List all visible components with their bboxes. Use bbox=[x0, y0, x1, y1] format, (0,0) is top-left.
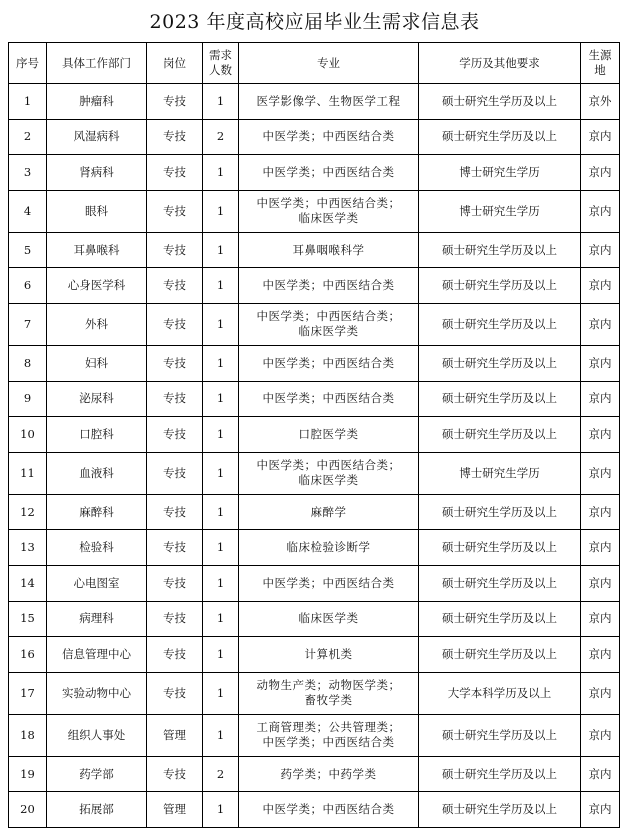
row-pos: 专技 bbox=[147, 303, 203, 345]
table-row bbox=[9, 530, 620, 566]
row-src: 京内 bbox=[581, 268, 620, 304]
row-no: 11 bbox=[9, 452, 47, 494]
table-row bbox=[9, 494, 620, 530]
major-line: 中医学类；中西医结合类 bbox=[262, 802, 395, 817]
major-line: 中医学类；中西医结合类 bbox=[262, 575, 395, 590]
row-no: 4 bbox=[9, 190, 47, 232]
row-no: 20 bbox=[9, 792, 47, 828]
row-dept: 眼科 bbox=[47, 190, 147, 232]
row-edu: 硕士研究生学历及以上 bbox=[419, 381, 581, 417]
row-edu: 硕士研究生学历及以上 bbox=[419, 84, 581, 120]
row-edu: 硕士研究生学历及以上 bbox=[419, 714, 581, 756]
row-src: 京内 bbox=[581, 756, 620, 792]
row-src: 京内 bbox=[581, 494, 620, 530]
row-num: 1 bbox=[203, 417, 239, 453]
row-num: 1 bbox=[203, 452, 239, 494]
header-pos: 岗位 bbox=[147, 43, 203, 84]
row-pos: 专技 bbox=[147, 494, 203, 530]
row-no: 5 bbox=[9, 232, 47, 268]
row-pos: 专技 bbox=[147, 601, 203, 637]
table-row bbox=[9, 232, 620, 268]
row-src: 京内 bbox=[581, 417, 620, 453]
row-src: 京内 bbox=[581, 792, 620, 828]
row-pos: 专技 bbox=[147, 119, 203, 155]
row-num: 1 bbox=[203, 232, 239, 268]
row-num: 1 bbox=[203, 345, 239, 381]
row-edu: 硕士研究生学历及以上 bbox=[419, 268, 581, 304]
row-dept: 检验科 bbox=[47, 530, 147, 566]
row-num: 1 bbox=[203, 672, 239, 714]
row-no: 12 bbox=[9, 494, 47, 530]
row-dept: 信息管理中心 bbox=[47, 637, 147, 673]
table-header-row bbox=[9, 43, 620, 84]
row-no: 19 bbox=[9, 756, 47, 792]
row-src: 京内 bbox=[581, 452, 620, 494]
row-dept: 肿瘤科 bbox=[47, 84, 147, 120]
row-major bbox=[239, 637, 419, 673]
table-row bbox=[9, 714, 620, 756]
row-edu: 硕士研究生学历及以上 bbox=[419, 792, 581, 828]
row-num: 1 bbox=[203, 601, 239, 637]
row-major bbox=[239, 714, 419, 756]
major-line: 畜牧学类 bbox=[304, 693, 353, 708]
row-src: 京内 bbox=[581, 155, 620, 191]
table-body bbox=[9, 84, 620, 828]
row-major bbox=[239, 792, 419, 828]
major-line: 临床医学类 bbox=[298, 611, 359, 626]
major-line: 医学影像学、生物医学工程 bbox=[256, 93, 401, 108]
table-row bbox=[9, 452, 620, 494]
row-major bbox=[239, 155, 419, 191]
row-dept: 肾病科 bbox=[47, 155, 147, 191]
row-src: 京内 bbox=[581, 601, 620, 637]
row-major bbox=[239, 84, 419, 120]
row-no: 9 bbox=[9, 381, 47, 417]
row-dept: 心身医学科 bbox=[47, 268, 147, 304]
row-num: 1 bbox=[203, 530, 239, 566]
row-num: 1 bbox=[203, 155, 239, 191]
major-line: 临床检验诊断学 bbox=[286, 540, 371, 555]
row-edu: 硕士研究生学历及以上 bbox=[419, 530, 581, 566]
table-row bbox=[9, 792, 620, 828]
row-no: 6 bbox=[9, 268, 47, 304]
row-dept: 妇科 bbox=[47, 345, 147, 381]
row-dept: 麻醉科 bbox=[47, 494, 147, 530]
header-src: 生源地 bbox=[581, 43, 620, 84]
row-edu: 硕士研究生学历及以上 bbox=[419, 119, 581, 155]
row-dept: 药学部 bbox=[47, 756, 147, 792]
row-edu: 硕士研究生学历及以上 bbox=[419, 565, 581, 601]
row-edu: 硕士研究生学历及以上 bbox=[419, 232, 581, 268]
row-no: 13 bbox=[9, 530, 47, 566]
row-major bbox=[239, 303, 419, 345]
table-row bbox=[9, 303, 620, 345]
header-num: 需求人数 bbox=[203, 43, 239, 84]
table-row bbox=[9, 565, 620, 601]
row-major bbox=[239, 345, 419, 381]
row-dept: 耳鼻喉科 bbox=[47, 232, 147, 268]
row-src: 京内 bbox=[581, 190, 620, 232]
recruitment-table bbox=[8, 42, 620, 828]
row-major bbox=[239, 232, 419, 268]
row-pos: 专技 bbox=[147, 417, 203, 453]
row-major bbox=[239, 601, 419, 637]
major-line: 工商管理类；公共管理类； bbox=[256, 720, 401, 735]
major-line: 口腔医学类 bbox=[298, 426, 359, 441]
row-dept: 实验动物中心 bbox=[47, 672, 147, 714]
row-pos: 专技 bbox=[147, 756, 203, 792]
row-num: 1 bbox=[203, 714, 239, 756]
row-dept: 外科 bbox=[47, 303, 147, 345]
header-dept: 具体工作部门 bbox=[47, 43, 147, 84]
major-line: 中医学类；中西医结合类 bbox=[262, 735, 395, 750]
row-pos: 专技 bbox=[147, 84, 203, 120]
row-no: 1 bbox=[9, 84, 47, 120]
row-pos: 专技 bbox=[147, 565, 203, 601]
row-dept: 血液科 bbox=[47, 452, 147, 494]
table-row bbox=[9, 345, 620, 381]
row-src: 京内 bbox=[581, 637, 620, 673]
row-pos: 专技 bbox=[147, 672, 203, 714]
row-src: 京内 bbox=[581, 565, 620, 601]
row-no: 8 bbox=[9, 345, 47, 381]
header-no: 序号 bbox=[9, 43, 47, 84]
row-dept: 风湿病科 bbox=[47, 119, 147, 155]
row-src: 京内 bbox=[581, 232, 620, 268]
row-pos: 专技 bbox=[147, 452, 203, 494]
row-major bbox=[239, 452, 419, 494]
row-major bbox=[239, 672, 419, 714]
table-row bbox=[9, 155, 620, 191]
major-line: 药学类；中药学类 bbox=[280, 766, 377, 781]
row-no: 14 bbox=[9, 565, 47, 601]
table-row bbox=[9, 601, 620, 637]
row-src: 京外 bbox=[581, 84, 620, 120]
table-row bbox=[9, 119, 620, 155]
row-pos: 专技 bbox=[147, 637, 203, 673]
row-pos: 专技 bbox=[147, 381, 203, 417]
row-src: 京内 bbox=[581, 303, 620, 345]
row-major bbox=[239, 565, 419, 601]
major-line: 中医学类；中西医结合类 bbox=[262, 164, 395, 179]
row-src: 京内 bbox=[581, 672, 620, 714]
major-line: 中医学类；中西医结合类 bbox=[262, 391, 395, 406]
row-edu: 硕士研究生学历及以上 bbox=[419, 756, 581, 792]
table-row bbox=[9, 756, 620, 792]
header-major: 专业 bbox=[239, 43, 419, 84]
row-num: 2 bbox=[203, 119, 239, 155]
row-pos: 专技 bbox=[147, 155, 203, 191]
row-pos: 专技 bbox=[147, 345, 203, 381]
table-row bbox=[9, 672, 620, 714]
row-major bbox=[239, 268, 419, 304]
row-src: 京内 bbox=[581, 530, 620, 566]
row-edu: 博士研究生学历 bbox=[419, 190, 581, 232]
row-no: 16 bbox=[9, 637, 47, 673]
major-line: 临床医学类 bbox=[298, 211, 359, 226]
row-dept: 心电图室 bbox=[47, 565, 147, 601]
row-src: 京内 bbox=[581, 119, 620, 155]
major-line: 临床医学类 bbox=[298, 473, 359, 488]
row-num: 1 bbox=[203, 190, 239, 232]
page-title: 2023 年度高校应届毕业生需求信息表 bbox=[149, 11, 480, 33]
row-src: 京内 bbox=[581, 381, 620, 417]
table-row bbox=[9, 637, 620, 673]
header-edu: 学历及其他要求 bbox=[419, 43, 581, 84]
major-line: 中医学类；中西医结合类 bbox=[262, 129, 395, 144]
row-major bbox=[239, 190, 419, 232]
row-no: 17 bbox=[9, 672, 47, 714]
row-num: 1 bbox=[203, 268, 239, 304]
table-row bbox=[9, 268, 620, 304]
row-dept: 组织人事处 bbox=[47, 714, 147, 756]
table-row bbox=[9, 84, 620, 120]
major-line: 中医学类；中西医结合类 bbox=[262, 278, 395, 293]
major-line: 耳鼻咽喉科学 bbox=[292, 242, 365, 257]
row-num: 1 bbox=[203, 792, 239, 828]
row-dept: 口腔科 bbox=[47, 417, 147, 453]
row-num: 1 bbox=[203, 381, 239, 417]
row-edu: 硕士研究生学历及以上 bbox=[419, 417, 581, 453]
major-line: 计算机类 bbox=[304, 646, 353, 661]
row-major bbox=[239, 530, 419, 566]
row-edu: 博士研究生学历 bbox=[419, 155, 581, 191]
row-major bbox=[239, 119, 419, 155]
row-pos: 专技 bbox=[147, 232, 203, 268]
row-num: 1 bbox=[203, 565, 239, 601]
major-line: 中医学类；中西医结合类； bbox=[256, 309, 401, 324]
row-no: 15 bbox=[9, 601, 47, 637]
row-num: 2 bbox=[203, 756, 239, 792]
row-no: 18 bbox=[9, 714, 47, 756]
row-major bbox=[239, 756, 419, 792]
major-line: 动物生产类；动物医学类； bbox=[256, 678, 401, 693]
major-line: 中医学类；中西医结合类； bbox=[256, 196, 401, 211]
major-line: 临床医学类 bbox=[298, 324, 359, 339]
table-row bbox=[9, 417, 620, 453]
row-edu: 硕士研究生学历及以上 bbox=[419, 345, 581, 381]
row-no: 7 bbox=[9, 303, 47, 345]
row-edu: 大学本科学历及以上 bbox=[419, 672, 581, 714]
row-edu: 硕士研究生学历及以上 bbox=[419, 601, 581, 637]
major-line: 麻醉学 bbox=[310, 504, 347, 519]
row-edu: 博士研究生学历 bbox=[419, 452, 581, 494]
row-num: 1 bbox=[203, 303, 239, 345]
row-num: 1 bbox=[203, 84, 239, 120]
row-no: 2 bbox=[9, 119, 47, 155]
table-row bbox=[9, 381, 620, 417]
row-src: 京内 bbox=[581, 714, 620, 756]
major-line: 中医学类；中西医结合类； bbox=[256, 458, 401, 473]
row-pos: 专技 bbox=[147, 190, 203, 232]
row-edu: 硕士研究生学历及以上 bbox=[419, 494, 581, 530]
row-no: 10 bbox=[9, 417, 47, 453]
row-pos: 管理 bbox=[147, 714, 203, 756]
row-dept: 泌尿科 bbox=[47, 381, 147, 417]
row-num: 1 bbox=[203, 637, 239, 673]
row-pos: 管理 bbox=[147, 792, 203, 828]
row-dept: 拓展部 bbox=[47, 792, 147, 828]
row-major bbox=[239, 494, 419, 530]
row-edu: 硕士研究生学历及以上 bbox=[419, 637, 581, 673]
row-major bbox=[239, 417, 419, 453]
row-dept: 病理科 bbox=[47, 601, 147, 637]
row-pos: 专技 bbox=[147, 268, 203, 304]
table-row bbox=[9, 190, 620, 232]
row-major bbox=[239, 381, 419, 417]
row-edu: 硕士研究生学历及以上 bbox=[419, 303, 581, 345]
row-src: 京内 bbox=[581, 345, 620, 381]
row-no: 3 bbox=[9, 155, 47, 191]
major-line: 中医学类；中西医结合类 bbox=[262, 355, 395, 370]
row-num: 1 bbox=[203, 494, 239, 530]
row-pos: 专技 bbox=[147, 530, 203, 566]
